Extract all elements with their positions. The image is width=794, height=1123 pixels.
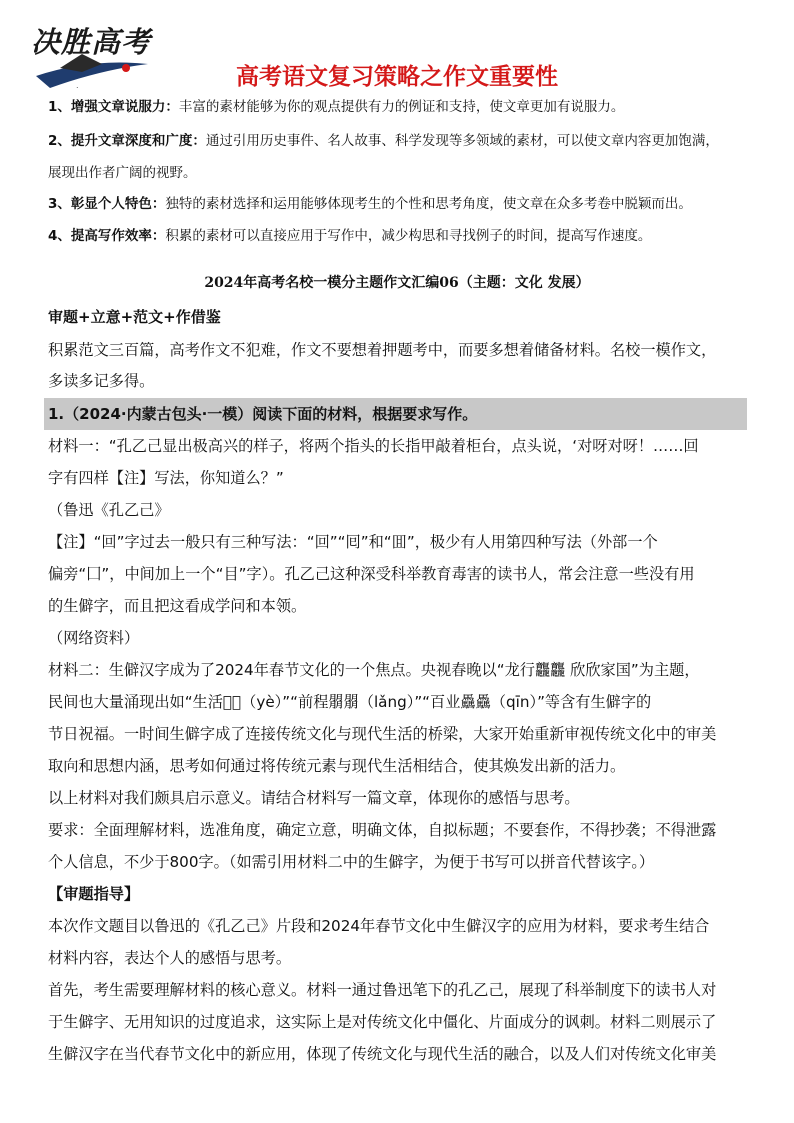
point-2 (48, 126, 753, 156)
svg-text:.: . (76, 81, 79, 90)
page-title: 高考语文复习策略之作文重要性 (236, 64, 558, 90)
text-line: 节日祝福。一时间生僻字成了连接传统文化与现代生活的桥梁，大家开始重新审视传统文化中的审美 (48, 725, 717, 743)
text-line: 取向和思想内涵，思考如何通过将传统元素与现代生活相结合，使其焕发出新的活力。 (48, 757, 626, 775)
point-1 (48, 92, 753, 122)
point-text: 丰富的素材能够为你的观点提供有力的例证和支持，使文章更加有说服力。 (178, 99, 625, 115)
logo-text: 决胜高考 (30, 25, 151, 59)
text-line: 【注】“回”字过去一般只有三种写法：“回”“囘”和“囬”，极少有人用第四种写法（外部一个 (48, 533, 658, 551)
point-text: 通过引用历史事件、名人故事、科学发现等多领域的素材，可以使文章内容更加饱满， (205, 133, 719, 149)
point-3 (48, 189, 753, 219)
point-label: 4、提高写作效率： (48, 228, 166, 244)
text-line: 的生僻字，而且把这看成学问和本领。 (48, 597, 307, 615)
text-line: （鲁迅《孔乙己》 (48, 501, 170, 519)
section-subtitle: 审题+立意+范文+作借鉴 (48, 308, 221, 326)
text-line: 材料二：生僻汉字成为了2024年春节文化的一个焦点。央视春晚以“龙行龘龘 欣欣家国”为主题， (48, 661, 700, 679)
intro-line: 积累范文三百篇，高考作文不犯难，作文不要想着押题考中，而要多想着储备材料。名校一模作文， (48, 341, 717, 359)
text-line: 个人信息，不少于800字。（如需引用材料二中的生僻字，为便于书写可以拼音代替该字。） (48, 853, 655, 871)
point-text: 独特的素材选择和运用能够体现考生的个性和思考角度，使文章在众多考卷中脱颖而出。 (165, 196, 692, 212)
point-label: 2、提升文章深度和广度： (48, 133, 206, 149)
intro-line: 多读多记多得。 (48, 372, 155, 390)
point-text: 积累的素材可以直接应用于写作中，减少构思和寻找例子的时间，提高写作速度。 (165, 228, 652, 244)
point-2-continued (48, 158, 753, 188)
question-header (44, 398, 747, 430)
section-title: 2024年高考名校一模分主题作文汇编06（主题：文化 发展） (204, 275, 590, 291)
text-line: 【审题指导】 (48, 885, 140, 903)
text-line: 材料内容，表达个人的感悟与思考。 (48, 949, 291, 967)
point-label: 3、彰显个人特色： (48, 196, 166, 212)
text-line: 首先，考生需要理解材料的核心意义。材料一通过鲁迅笔下的孔乙己，展现了科举制度下的读书人对 (48, 981, 717, 999)
text-line: 于生僻字、无用知识的过度追求，这实际上是对传统文化中僵化、片面成分的讽刺。材料二则展示了 (48, 1013, 717, 1031)
question-text: 1.（2024·内蒙古包头·一模）阅读下面的材料，根据要求写作。 (48, 405, 478, 423)
text-line: 民间也大量涌现出如“生活𬻤𬻤（yè）”“前程朤朤（lǎng）”“百业驫驫（qīn）”等含有生僻字的 (48, 693, 652, 711)
point-text: 展现出作者广阔的视野。 (48, 165, 197, 181)
text-line: （网络资料） (48, 629, 140, 647)
text-line: 以上材料对我们颇具启示意义。请结合材料写一篇文章，体现你的感悟与思考。 (48, 789, 580, 807)
text-line: 字有四样【注】写法，你知道么？” (48, 469, 284, 487)
point-4 (48, 221, 753, 251)
text-line: 本次作文题目以鲁迅的《孔乙己》片段和2024年春节文化中生僻汉字的应用为材料，要求考生结合 (48, 917, 710, 935)
text-line: 材料一：“孔乙己显出极高兴的样子，将两个指头的长指甲敲着柜台，点头说，‘对呀对呀！……回 (48, 437, 699, 455)
text-line: 生僻汉字在当代春节文化中的新应用，体现了传统文化与现代生活的融合，以及人们对传统文化审美 (48, 1045, 717, 1063)
text-line: 要求：全面理解材料，选准角度，确定立意，明确文体，自拟标题；不要套作，不得抄袭；不得泄露 (48, 821, 717, 839)
point-label: 1、增强文章说服力： (48, 99, 179, 115)
text-line: 偏旁“囗”，中间加上一个“目”字）。孔乙己这种深受科举教育毒害的读书人，常会注意一些没有用 (48, 565, 695, 583)
